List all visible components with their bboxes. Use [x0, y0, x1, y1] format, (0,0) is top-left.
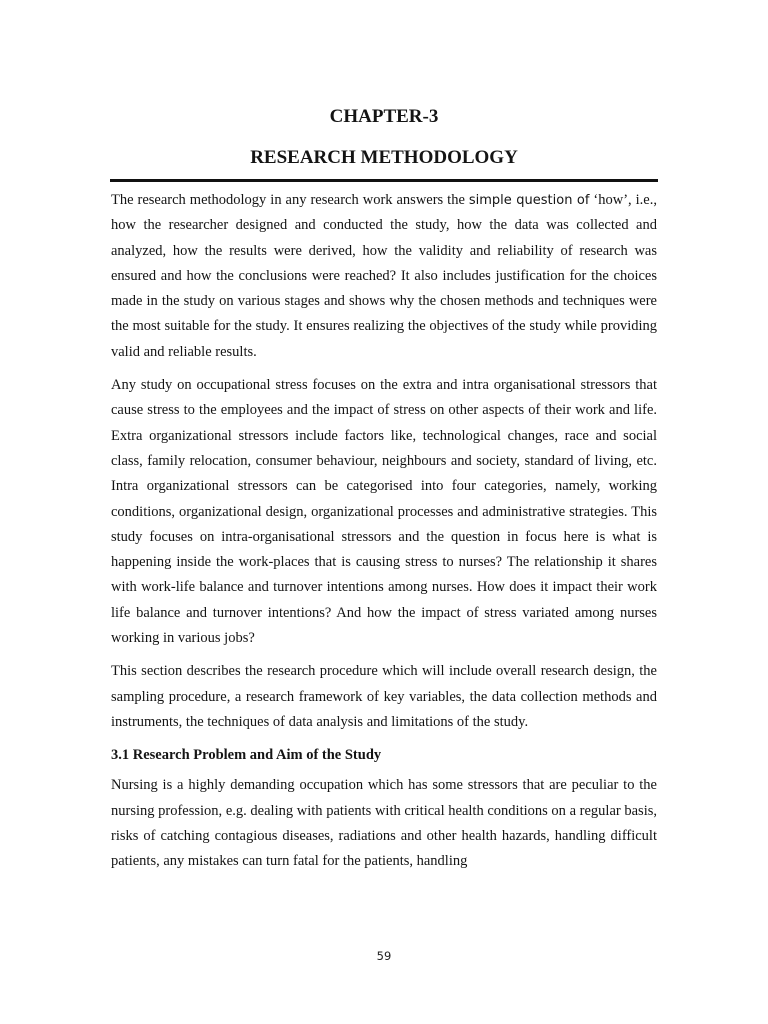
chapter-title: RESEARCH METHODOLOGY — [250, 147, 518, 168]
title-divider — [110, 179, 658, 182]
chapter-label: CHAPTER-3 — [329, 106, 439, 127]
paragraph-nursing: Nursing is a highly demanding occupation which has some stressors that are peculiar to the nursing profession, e.g. dealing with patients with critical health conditions on a regular basis, risks of catching contagious diseases, radiations and other health hazards, handling difficult patients, any mistakes can turn fatal for the patients, handling — [111, 777, 657, 870]
paragraph-text-sans: simple question of — [468, 193, 590, 208]
paragraph-text: ‘how’, i.e., how the researcher designed and conducted the study, how the data was collected and analyzed, how the results were derived, how the validity and reliability of research was ensured and how the conclusions were reached? It also includes justification for the choices made in the study on various stages and shows why the chosen methods and techniques were the most suitable for the study. It ensures realizing the objectives of the study while providing valid and reliable results. — [111, 192, 657, 360]
paragraph-text: The research methodology in any research work answers the — [111, 192, 469, 208]
body-text — [111, 188, 657, 882]
page-number: 59 — [376, 949, 392, 963]
paragraph-occupational-stress: Any study on occupational stress focuses on the extra and intra organisational stressors that cause stress to the employees and the impact of stress on other aspects of their work and life. Extra organizational stressors include factors like, technological changes, race and social class, family relocation, consumer behaviour, neighbours and society, standard of living, etc. Intra organizational stressors can be categorised into four categories, namely, working conditions, organizational design, organizational processes and administrative strategies. This study focuses on intra-organisational stressors and the question in focus here is what is happening inside the work-places that is causing stress to nurses? The relationship it shares with work-life balance and turnover intentions among nurses. How does it impact their work life balance and turnover intentions? And how the impact of stress variated among nurses working in various jobs? — [111, 377, 657, 647]
section-heading: 3.1 Research Problem and Aim of the Study — [111, 747, 382, 764]
paragraph-section-overview: This section describes the research procedure which will include overall research design, the sampling procedure, a research framework of key variables, the data collection methods and instruments, the techniques of data analysis and limitations of the study. — [111, 663, 657, 730]
paragraph-methodology-intro — [111, 188, 657, 365]
